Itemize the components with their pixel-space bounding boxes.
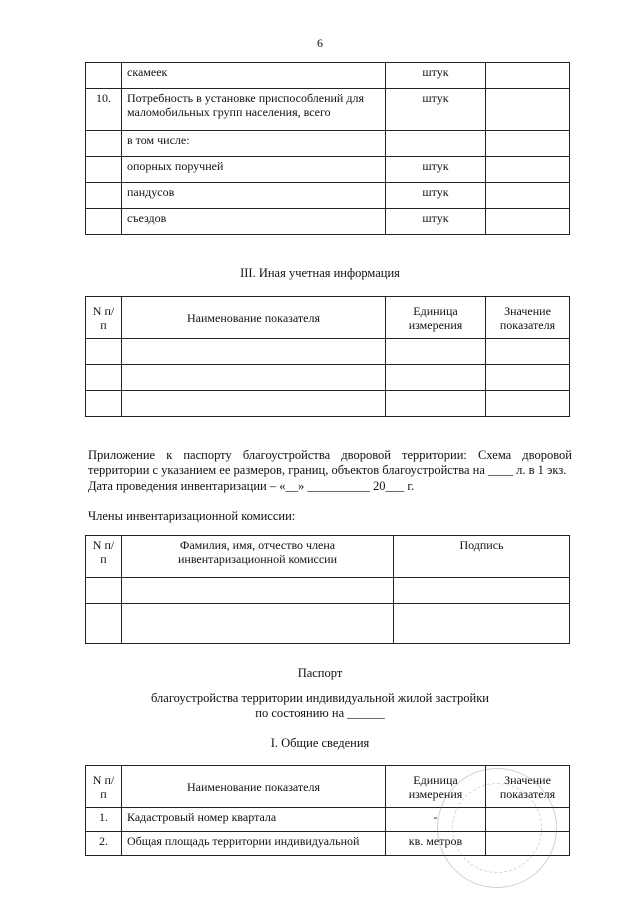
other-info-table: [85, 296, 570, 417]
row-num: 1.: [86, 808, 122, 832]
row-num: [86, 63, 122, 89]
row-value: [486, 63, 570, 89]
table-row: [86, 578, 570, 604]
col-header-num: N п/п: [86, 766, 122, 808]
commission-label: Члены инвентаризационной комиссии:: [88, 509, 296, 523]
row-num: 2.: [86, 832, 122, 856]
table-row: [86, 832, 570, 856]
table-row: [86, 339, 570, 365]
row-value: [486, 808, 570, 832]
commission-table: [85, 535, 570, 644]
row-num: [86, 183, 122, 209]
col-header-name: Фамилия, имя, отчество члена инвентаризационной комиссии: [122, 536, 394, 578]
table-header-row: [86, 297, 570, 339]
row-unit: штук: [386, 89, 486, 131]
row-value: [486, 131, 570, 157]
row-value: [486, 183, 570, 209]
row-unit: штук: [386, 157, 486, 183]
row-name: Потребность в установке приспособлений для маломобильных групп населения, всего: [122, 89, 386, 131]
table-row: [86, 365, 570, 391]
row-unit: кв. метров: [386, 832, 486, 856]
row-name: в том числе:: [122, 131, 386, 157]
row-num: [86, 131, 122, 157]
col-header-num: N п/п: [86, 536, 122, 578]
row-num: 10.: [86, 89, 122, 131]
table-row: [86, 89, 570, 131]
table-row: [86, 63, 570, 89]
table-row: [86, 131, 570, 157]
row-unit: -: [386, 808, 486, 832]
col-header-num: N п/п: [86, 297, 122, 339]
col-header-value: Значение показателя: [486, 297, 570, 339]
section-3-title: III. Иная учетная информация: [240, 266, 400, 280]
row-name: опорных поручней: [122, 157, 386, 183]
row-value: [486, 832, 570, 856]
table-row: [86, 808, 570, 832]
table-row: [86, 157, 570, 183]
row-name: Кадастровый номер квартала: [122, 808, 386, 832]
col-header-sign: Подпись: [394, 536, 570, 578]
row-value: [486, 89, 570, 131]
row-unit: [386, 131, 486, 157]
row-name: Общая площадь территории индивидуальной: [122, 832, 386, 856]
indicators-table-continued: [85, 62, 570, 235]
row-name: скамеек: [122, 63, 386, 89]
inventory-date-text: Дата проведения инвентаризации – «__» __________ 20___ г.: [88, 479, 415, 493]
row-name: пандусов: [122, 183, 386, 209]
table-row: [86, 183, 570, 209]
row-value: [486, 209, 570, 235]
table-row: [86, 209, 570, 235]
row-unit: штук: [386, 209, 486, 235]
passport-subtitle: благоустройства территории индивидуальной жилой застройки: [151, 691, 489, 705]
appendix-text: Приложение к паспорту благоустройства дворовой территории: Схема дворовой территории с указанием ее размеров, границ, объектов благоустройства на ____ л. в 1 экз.: [88, 448, 572, 477]
col-header-value: Значение показателя: [486, 766, 570, 808]
passport-date: по состоянию на ______: [255, 706, 385, 720]
passport-title: Паспорт: [297, 666, 343, 680]
page-number: 6: [317, 36, 323, 50]
col-header-name: Наименование показателя: [122, 766, 386, 808]
table-header-row: [86, 536, 570, 578]
table-row: [86, 604, 570, 644]
row-unit: штук: [386, 63, 486, 89]
section-1-title: I. Общие сведения: [270, 736, 370, 750]
col-header-unit: Единица измерения: [386, 297, 486, 339]
table-row: [86, 391, 570, 417]
col-header-name: Наименование показателя: [122, 297, 386, 339]
row-num: [86, 157, 122, 183]
general-info-table: [85, 765, 570, 856]
row-unit: штук: [386, 183, 486, 209]
table-header-row: [86, 766, 570, 808]
col-header-unit: Единица измерения: [386, 766, 486, 808]
row-name: съездов: [122, 209, 386, 235]
row-num: [86, 209, 122, 235]
row-value: [486, 157, 570, 183]
